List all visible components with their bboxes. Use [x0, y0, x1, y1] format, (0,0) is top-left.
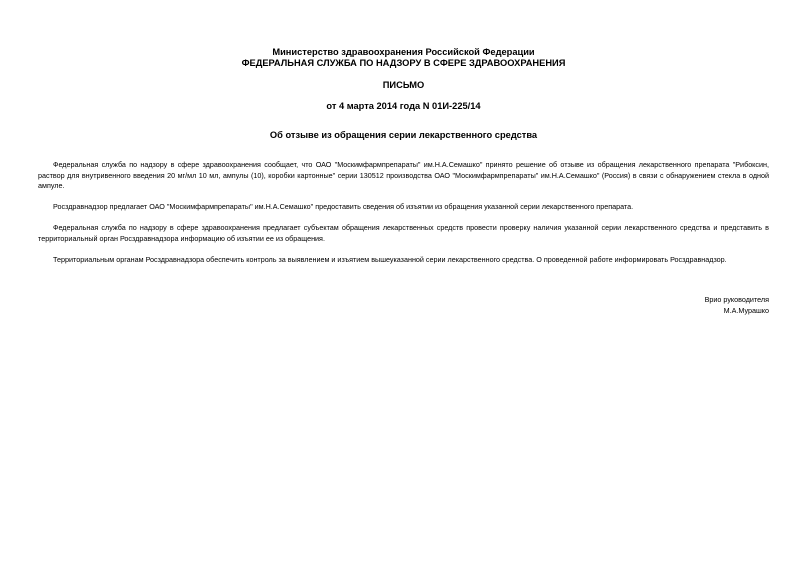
document-body: [38, 160, 769, 276]
document-subject: Об отзыве из обращения серии лекарственного средства: [269, 130, 538, 140]
paragraph-2: Росздравнадзор предлагает ОАО "Москимфармпрепараты" им.Н.А.Семашко" предоставить сведения об изъятии из обращения указанной серии лекарственного препарата.: [53, 202, 634, 212]
signatory-position: Врио руководителя: [704, 295, 769, 304]
signatory-name: М.А.Мурашко: [723, 305, 769, 315]
paragraph-1: Федеральная служба по надзору в сфере здравоохранения сообщает, что ОАО "Москимфармпрепараты" им.Н.А.Семашко" принято решение об отзыве из обращения лекарственного препарата "Рибоксин, раствор для внутривенного введения 20 мг/мл 10 мл, ампулы (10), коробки картонные" серии 130512 производства ОАО "Москимфармпрепараты" им.Н.А.Семашко" (Россия) в связи с обнаружением стекла в одной ампуле.: [38, 160, 769, 191]
signature-block: [705, 295, 769, 316]
agency-name: ФЕДЕРАЛЬНАЯ СЛУЖБА ПО НАДЗОРУ В СФЕРЕ ЗДРАВООХРАНЕНИЯ: [241, 57, 566, 68]
document-header: [0, 47, 807, 68]
ministry-name: Министерство здравоохранения Российской Федерации: [272, 47, 535, 57]
paragraph-4: Территориальным органам Росздравнадзора обеспечить контроль за выявлением и изъятием вышеуказанной серии лекарственного средства. О проведенной работе информировать Росздравнадзор.: [53, 255, 727, 265]
paragraph-3: Федеральная служба по надзору в сфере здравоохранения предлагает субъектам обращения лекарственных средств провести проверку наличия указанной серии лекарственного средства и представить в территориальный орган Росздравнадзора информацию об изъятии ее из обращения.: [38, 223, 769, 243]
document-date-number: от 4 марта 2014 года N 01И-225/14: [326, 101, 481, 111]
document-type: ПИСЬМО: [382, 80, 425, 90]
